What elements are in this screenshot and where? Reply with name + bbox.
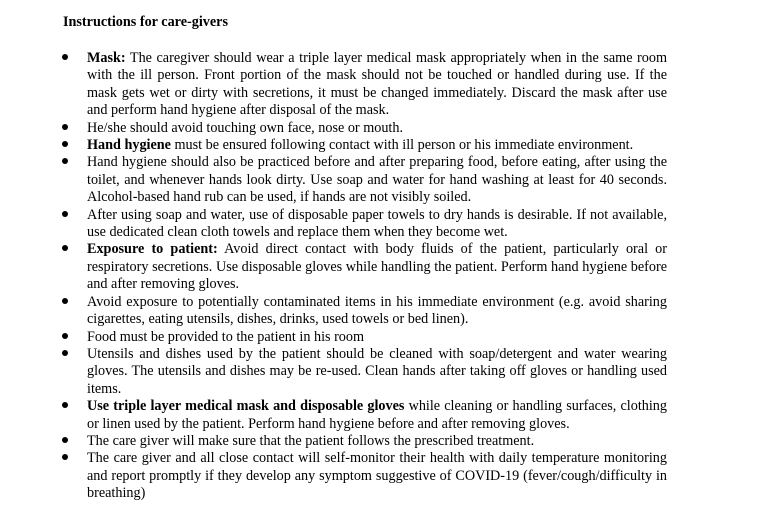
bullet-icon [62,298,68,304]
list-item-text [87,137,667,154]
list-item [0,398,760,433]
list-item [0,137,760,154]
list-item-lead: Mask: [87,50,126,66]
bullet-icon [62,333,68,339]
list-item [0,433,760,450]
list-item-body: He/she should avoid touching own face, nose or mouth. [87,119,404,136]
list-item [0,207,760,242]
list-item-text [87,329,667,346]
list-item [0,346,760,398]
list-item [0,241,760,293]
list-item [0,120,760,137]
list-item [0,50,760,120]
section-heading: Instructions for care-givers [63,14,228,30]
list-item-body: The care giver and all close contact will self-monitor their health with daily temperature monitoring and report promptly if they develop any symptom suggestive of COVID-19 (fever/cough/difficulty in breathing) [87,450,667,502]
bullet-icon [62,124,68,130]
list-item-body: Avoid direct contact with body fluids of the patient, particularly oral or respiratory secretions. Use disposable gloves while handling the patient. Perform hand hygiene before and after removing gloves. [87,241,667,293]
list-item [0,450,760,502]
list-item-text [87,154,667,206]
list-item-body: must be ensured following contact with ill person or his immediate environment. [170,137,634,154]
bullet-icon [62,437,68,443]
list-item-text [87,346,667,398]
bullet-icon [62,454,68,460]
list-item-body: while cleaning or handling surfaces, clothing or linen used by the patient. Perform hand hygiene before and after removing gloves. [87,398,667,432]
list-item-text [87,450,667,502]
bullet-icon [62,54,68,60]
list-item-body: Hand hygiene should also be practiced before and after preparing food, before eating, after using the toilet, and whenever hands look dirty. Use soap and water for hand washing at least for 40 seconds. Alcohol-based hand rub can be used, if hands are not visibly soiled. [87,154,667,206]
list-item-body: Food must be provided to the patient in his room [87,328,365,345]
list-item-text [87,433,667,450]
bullet-icon [62,245,68,251]
list-item [0,329,760,346]
list-item-lead: Hand hygiene [87,137,171,154]
list-item-text [87,398,667,433]
list-item-text [87,294,667,329]
list-item-text [87,120,667,137]
list-item-lead: Use triple layer medical mask and disposable gloves [87,398,405,415]
list-item-text [87,50,667,120]
bullet-icon [62,141,68,147]
bullet-icon [62,350,68,356]
list-item-body: The care giver will make sure that the patient follows the prescribed treatment. [87,432,535,449]
list-item-text [87,207,667,242]
instruction-list [0,50,760,503]
list-item-body: Avoid exposure to potentially contaminated items in his immediate environment (e.g. avoid sharing cigarettes, eating utensils, dishes, drinks, used towels or bed linen). [87,293,667,328]
list-item-body: After using soap and water, use of disposable paper towels to dry hands is desirable. If not available, use dedicated clean cloth towels and replace them when they become wet. [87,206,667,241]
bullet-icon [62,402,68,408]
bullet-icon [62,158,68,164]
list-item-lead: Exposure to patient: [87,241,218,258]
list-item [0,294,760,329]
bullet-icon [62,211,68,217]
list-item-body: Utensils and dishes used by the patient should be cleaned with soap/detergent and water wearing gloves. The utensils and dishes may be re-used. Clean hands after taking off gloves or handling used items. [87,345,667,397]
list-item-text [87,241,667,293]
list-item [0,154,760,206]
list-item-body: The caregiver should wear a triple layer medical mask appropriately when in the same room with the ill person. Front portion of the mask should not be touched or handled during use. If the mask gets wet or dirty with secretions, it must be changed immediately. Discard the mask after use and perform hand hygiene after disposal of the mask. [87,50,667,119]
